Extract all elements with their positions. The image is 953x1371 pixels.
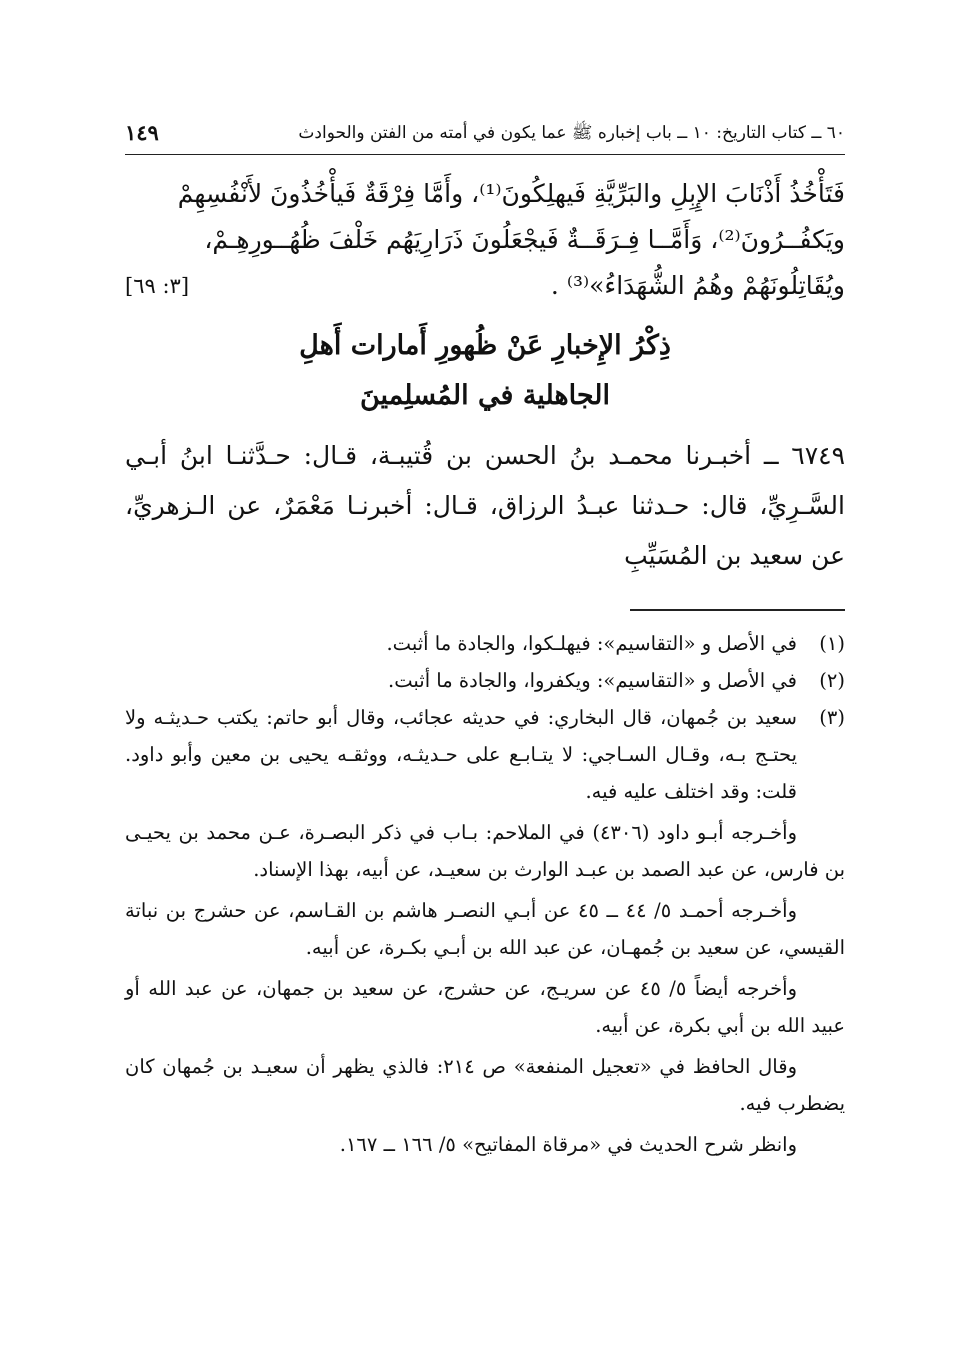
footnote-separator bbox=[630, 609, 845, 611]
reference-bracket: [٣: ٦٩] bbox=[125, 274, 190, 298]
page-number: ١٤٩ bbox=[125, 120, 159, 145]
main-text-line: ويُقَاتِلُونَهُمْ وهُمُ الشُّهَدَاءُ»⁽³⁾ . bbox=[550, 271, 845, 300]
footnote-number: (١) bbox=[819, 632, 845, 655]
footnote-text: سعيد بن جُمهان، قال البخاري: في حديثه عجائب، وقال أبو حاتم: يكتب حـديثـه ولا يحتـج بـه، وقـال السـاجي: لا يتـابـع على حـديثـه، ووثقـه يحيى بن معين وأبو داود. قلت: وقد اختلف عليه فيه. bbox=[125, 706, 797, 803]
page bbox=[125, 118, 845, 1163]
footnote-paragraph: وانظر شرح الحديث في «مرقاة المفاتيح» ٥/ ١٦٦ ــ ١٦٧. bbox=[339, 1133, 797, 1156]
footnote bbox=[125, 699, 845, 810]
footnote-paragraph: وأخرجه أيضاً ٥/ ٤٥ عن سريـج، عن حشرج، عن سعيد بن جمهان، عن عبد الله أو عبيد الله بن أبي بكرة، عن أبيه. bbox=[125, 977, 845, 1037]
footnote-paragraph: وأخـرجه أبـو داود (٤٣٠٦) في الملاحم: بـاب في ذكر البصـرة، عـن محمد بن يحيـى بن فارس، عن عبد الصمد بن عبـد الوارث بن سعيـد، عن أبيه، بهذا الإسناد. bbox=[125, 821, 845, 881]
footnotes bbox=[125, 625, 845, 1163]
footnote-text: في الأصل و «التقاسيم»: فيهلـكوا، والجادة ما أثبت. bbox=[386, 632, 797, 655]
main-text-line: ويَكفُــرُونَ⁽²⁾، وَأَمَّــا فِـرَقَــةٌ فَيجْعَلُونَ ذَرَارِيَهُم خَلْفَ ظُهُــورِهِـمْ، bbox=[204, 225, 845, 254]
chapter-title-line: الجاهلية في المُسلِمينَ bbox=[359, 380, 611, 411]
hadith-text-continuation bbox=[125, 171, 845, 309]
running-head bbox=[125, 118, 845, 155]
footnote-number: (٣) bbox=[819, 706, 845, 729]
chapter-title-line: ذِكْرُ الإِخبارِ عَنْ ظُهورِ أَمارات أَهلِ bbox=[299, 330, 671, 361]
hadith-isnad: ٦٧٤٩ ــ أخبـرنا محمـد بنُ الحسن بن قُتيبـة، قـال: حـدَّثنـا ابنُ أبـي السَّـرِيِّ، قال: حـدثنا عبـدُ الرزاق، قـال: أخبرنـا مَعْمَرٌ، عن الـزهريِّ، عن سعيد بن المُسَيِّبِ bbox=[125, 441, 845, 570]
main-text-line: فَتَأْخُذُ أَذْنَابَ الإِبِلِ والبَرِّيَّةِ فَيهلِكُونَ⁽¹⁾، وأَمَّا فِرْقَةٌ فَيأْخُذُونَ لأَنْفُسِهِمْ bbox=[177, 179, 845, 208]
footnote bbox=[125, 625, 845, 662]
main-text-last-line bbox=[125, 263, 845, 309]
footnote-paragraph: وقال الحافظ في «تعجيل المنفعة» ص ٢١٤: فالذي يظهر أن سعيـد بن جُمهان كان يضطرب فيه. bbox=[125, 1055, 845, 1115]
footnote-number: (٢) bbox=[819, 669, 845, 692]
footnote bbox=[125, 662, 845, 699]
running-head-title: ٦٠ ــ كتاب التاريخ: ١٠ ــ باب إخباره ﷺ عما يكون في أمته من الفتن والحوادث bbox=[298, 123, 845, 143]
footnote-paragraph: وأخـرجه أحمـد ٥/ ٤٤ ــ ٤٥ عن أبـي النصـر هاشم بن القـاسم، عن حشرج بن نباتة القيسي، عن سعيد بن جُمهـان، عن عبد الله بن أبـي بكـرة، عن أبيه. bbox=[125, 899, 845, 959]
footnote-text: في الأصل و «التقاسيم»: ويكفروا، والجادة ما أثبت. bbox=[388, 669, 797, 692]
chapter-title bbox=[125, 321, 845, 421]
